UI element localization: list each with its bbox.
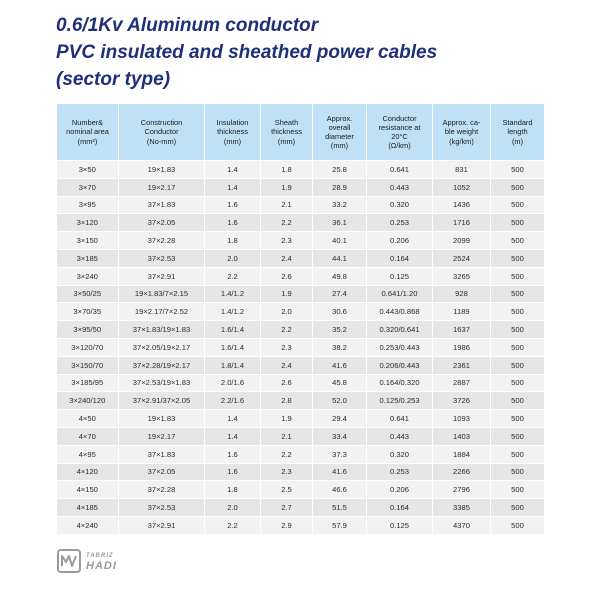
table-row [57,410,545,428]
table-header-row [57,104,545,161]
table-cell-overall-diameter: 45.8 [313,374,367,392]
table-cell-insulation-thickness: 1.6/1.4 [205,321,261,339]
table-cell-overall-diameter: 57.9 [313,516,367,534]
table-cell-sheath-thickness: 2.6 [261,374,313,392]
table-cell-construction-conductor: 37×2.53/19×1.83 [119,374,205,392]
column-header-line: Number& [71,118,104,128]
table-cell-standard-length: 500 [491,321,545,339]
table-cell-standard-length: 500 [491,196,545,214]
column-header-line: (mm) [223,136,242,146]
table-cell-number-nominal-area: 3×185 [57,249,119,267]
table-cell-construction-conductor: 37×2.05/19×2.17 [119,338,205,356]
table-cell-sheath-thickness: 2.8 [261,392,313,410]
table-cell-conductor-resistance: 0.253 [367,214,433,232]
table-cell-standard-length: 500 [491,410,545,428]
table-cell-overall-diameter: 25.8 [313,161,367,179]
table-cell-conductor-resistance: 0.125 [367,267,433,285]
table-row [57,445,545,463]
table-cell-insulation-thickness: 1.6 [205,214,261,232]
column-header-line: diameter [325,132,354,141]
table-cell-overall-diameter: 33.2 [313,196,367,214]
column-header-line: Approx. ca- [442,118,481,128]
column-header-line: overall [328,122,351,132]
column-header-line: ble weight [444,127,479,137]
table-cell-insulation-thickness: 1.4/1.2 [205,303,261,321]
table-cell-standard-length: 500 [491,356,545,374]
table-cell-cable-weight: 1436 [433,196,491,214]
column-header-line: nominal area [66,127,109,137]
table-cell-sheath-thickness: 2.3 [261,338,313,356]
company-logo [56,548,117,574]
table-row [57,196,545,214]
table-cell-insulation-thickness: 2.2/1.6 [205,392,261,410]
table-cell-number-nominal-area: 4×95 [57,445,119,463]
table-cell-conductor-resistance: 0.125 [367,516,433,534]
title-line-1: 0.6/1Kv Aluminum conductor [56,15,319,36]
table-cell-overall-diameter: 41.6 [313,463,367,481]
table-cell-conductor-resistance: 0.125/0.253 [367,392,433,410]
table-cell-standard-length: 500 [491,249,545,267]
table-cell-insulation-thickness: 2.0 [205,499,261,517]
table-cell-insulation-thickness: 1.4 [205,427,261,445]
table-cell-conductor-resistance: 0.641 [367,161,433,179]
table-row [57,516,545,534]
table-cell-cable-weight: 1986 [433,338,491,356]
table-cell-insulation-thickness: 1.6 [205,445,261,463]
table-cell-insulation-thickness: 2.2 [205,516,261,534]
column-header-insulation-thickness [205,104,261,161]
column-header-line: (mm) [277,136,296,146]
table-row [57,338,545,356]
table-row [57,427,545,445]
table-cell-construction-conductor: 37×2.05 [119,214,205,232]
document-title [56,12,437,93]
table-cell-conductor-resistance: 0.206 [367,232,433,250]
table-cell-cable-weight: 2524 [433,249,491,267]
table-cell-cable-weight: 1716 [433,214,491,232]
column-header-line: (Ω/km) [388,141,411,151]
table-cell-conductor-resistance: 0.164 [367,499,433,517]
table-cell-standard-length: 500 [491,374,545,392]
column-header-line: (No-mm) [146,136,177,146]
column-header-line: Conductor [144,127,179,137]
table-row [57,285,545,303]
table-cell-number-nominal-area: 3×120/70 [57,338,119,356]
table-row [57,356,545,374]
table-cell-sheath-thickness: 2.6 [261,267,313,285]
table-cell-overall-diameter: 28.9 [313,178,367,196]
table-cell-insulation-thickness: 1.6 [205,196,261,214]
table-cell-cable-weight: 3385 [433,499,491,517]
table-cell-overall-diameter: 35.2 [313,321,367,339]
table-row [57,232,545,250]
title-line-2: PVC insulated and sheathed power cables [56,42,438,63]
column-header-cable-weight [433,104,491,161]
table-cell-cable-weight: 1093 [433,410,491,428]
table-cell-number-nominal-area: 3×95 [57,196,119,214]
table-cell-overall-diameter: 52.0 [313,392,367,410]
table-cell-sheath-thickness: 1.9 [261,178,313,196]
table-row [57,178,545,196]
table-cell-conductor-resistance: 0.253/0.443 [367,338,433,356]
table-cell-insulation-thickness: 1.6/1.4 [205,338,261,356]
cable-spec-table-container [56,103,544,535]
column-header-line: (m) [511,136,524,146]
table-cell-insulation-thickness: 2.2 [205,267,261,285]
table-cell-cable-weight: 831 [433,161,491,179]
table-cell-insulation-thickness: 1.8 [205,232,261,250]
column-header-number-nominal-area [57,104,119,161]
table-cell-number-nominal-area: 4×120 [57,463,119,481]
column-header-line: (mm²) [77,136,98,146]
column-header-line: Standard [502,118,533,128]
table-cell-construction-conductor: 37×2.53 [119,249,205,267]
table-cell-standard-length: 500 [491,161,545,179]
column-header-line: Sheath [274,118,299,128]
column-header-line: length [507,127,528,137]
table-cell-sheath-thickness: 2.2 [261,445,313,463]
table-cell-conductor-resistance: 0.443 [367,178,433,196]
table-cell-insulation-thickness: 1.8 [205,481,261,499]
table-cell-construction-conductor: 37×1.83 [119,445,205,463]
table-cell-number-nominal-area: 4×70 [57,427,119,445]
table-row [57,303,545,321]
logo-small-text: TABRIZ [86,553,114,559]
table-cell-number-nominal-area: 4×150 [57,481,119,499]
table-cell-cable-weight: 2887 [433,374,491,392]
table-row [57,214,545,232]
column-header-construction-conductor [119,104,205,161]
table-row [57,499,545,517]
table-cell-overall-diameter: 51.5 [313,499,367,517]
table-cell-number-nominal-area: 3×240 [57,267,119,285]
table-cell-sheath-thickness: 2.4 [261,356,313,374]
table-cell-number-nominal-area: 3×95/50 [57,321,119,339]
column-header-conductor-resistance [367,104,433,161]
table-cell-insulation-thickness: 1.8/1.4 [205,356,261,374]
table-cell-insulation-thickness: 2.0 [205,249,261,267]
column-header-line: (mm) [330,141,349,151]
table-cell-sheath-thickness: 1.9 [261,285,313,303]
table-cell-insulation-thickness: 1.4 [205,178,261,196]
table-cell-overall-diameter: 38.2 [313,338,367,356]
table-cell-standard-length: 500 [491,267,545,285]
table-cell-construction-conductor: 37×2.28/19×2.17 [119,356,205,374]
column-header-line: Construction [140,118,183,128]
table-cell-cable-weight: 2099 [433,232,491,250]
table-cell-cable-weight: 1884 [433,445,491,463]
table-cell-sheath-thickness: 2.7 [261,499,313,517]
table-cell-sheath-thickness: 2.4 [261,249,313,267]
column-header-line: Approx. [326,113,353,123]
table-cell-cable-weight: 3265 [433,267,491,285]
table-cell-number-nominal-area: 3×120 [57,214,119,232]
table-cell-standard-length: 500 [491,481,545,499]
table-cell-standard-length: 500 [491,463,545,481]
table-cell-number-nominal-area: 4×185 [57,499,119,517]
table-cell-standard-length: 500 [491,214,545,232]
table-cell-conductor-resistance: 0.206 [367,481,433,499]
table-cell-construction-conductor: 37×1.83 [119,196,205,214]
table-row [57,463,545,481]
table-cell-construction-conductor: 37×1.83/19×1.83 [119,321,205,339]
title-line-3: (sector type) [56,69,171,90]
table-cell-number-nominal-area: 3×150 [57,232,119,250]
table-cell-overall-diameter: 44.1 [313,249,367,267]
table-cell-construction-conductor: 37×2.91/37×2.05 [119,392,205,410]
table-cell-sheath-thickness: 2.2 [261,214,313,232]
column-header-line: Insulation [216,118,249,128]
table-cell-standard-length: 500 [491,303,545,321]
table-cell-cable-weight: 3726 [433,392,491,410]
table-row [57,392,545,410]
table-cell-number-nominal-area: 3×70 [57,178,119,196]
table-cell-sheath-thickness: 2.9 [261,516,313,534]
table-cell-sheath-thickness: 2.1 [261,196,313,214]
table-cell-conductor-resistance: 0.443/0.868 [367,303,433,321]
table-cell-construction-conductor: 19×1.83 [119,161,205,179]
table-cell-construction-conductor: 19×1.83/7×2.15 [119,285,205,303]
table-cell-sheath-thickness: 1.8 [261,161,313,179]
table-row [57,321,545,339]
table-cell-construction-conductor: 37×2.91 [119,267,205,285]
table-row [57,267,545,285]
table-cell-overall-diameter: 36.1 [313,214,367,232]
table-cell-sheath-thickness: 2.1 [261,427,313,445]
logo-wordmark [86,551,117,571]
table-row [57,481,545,499]
table-cell-construction-conductor: 37×2.53 [119,499,205,517]
logo-big-text: HADI [86,560,117,572]
table-cell-conductor-resistance: 0.164/0.320 [367,374,433,392]
table-cell-number-nominal-area: 3×240/120 [57,392,119,410]
table-body [57,161,545,535]
table-cell-overall-diameter: 27.4 [313,285,367,303]
table-cell-sheath-thickness: 2.2 [261,321,313,339]
table-cell-cable-weight: 2361 [433,356,491,374]
table-cell-number-nominal-area: 4×50 [57,410,119,428]
column-header-line: (kg/km) [449,136,474,146]
table-cell-cable-weight: 4370 [433,516,491,534]
table-cell-cable-weight: 928 [433,285,491,303]
table-cell-conductor-resistance: 0.320/0.641 [367,321,433,339]
table-cell-overall-diameter: 33.4 [313,427,367,445]
table-cell-standard-length: 500 [491,285,545,303]
column-header-sheath-thickness [261,104,313,161]
table-cell-standard-length: 500 [491,427,545,445]
table-cell-construction-conductor: 37×2.91 [119,516,205,534]
column-header-overall-diameter [313,104,367,161]
column-header-standard-length [491,104,545,161]
table-cell-construction-conductor: 19×2.17/7×2.52 [119,303,205,321]
table-cell-overall-diameter: 37.3 [313,445,367,463]
table-cell-standard-length: 500 [491,232,545,250]
table-cell-number-nominal-area: 3×50/25 [57,285,119,303]
table-cell-conductor-resistance: 0.641/1.20 [367,285,433,303]
table-cell-cable-weight: 1052 [433,178,491,196]
table-cell-overall-diameter: 29.4 [313,410,367,428]
table-cell-cable-weight: 2266 [433,463,491,481]
table-cell-overall-diameter: 40.1 [313,232,367,250]
table-cell-standard-length: 500 [491,338,545,356]
table-cell-insulation-thickness: 2.0/1.6 [205,374,261,392]
column-header-line: resistance at [378,122,421,132]
column-header-line: Conductor [382,113,417,123]
column-header-line: 20°C [391,132,408,141]
table-cell-number-nominal-area: 3×50 [57,161,119,179]
table-cell-overall-diameter: 30.6 [313,303,367,321]
table-cell-conductor-resistance: 0.253 [367,463,433,481]
table-cell-conductor-resistance: 0.320 [367,445,433,463]
table-cell-cable-weight: 2796 [433,481,491,499]
table-cell-sheath-thickness: 2.5 [261,481,313,499]
table-cell-overall-diameter: 46.6 [313,481,367,499]
table-row [57,249,545,267]
table-cell-insulation-thickness: 1.4 [205,410,261,428]
table-cell-standard-length: 500 [491,516,545,534]
table-cell-conductor-resistance: 0.320 [367,196,433,214]
table-cell-sheath-thickness: 1.9 [261,410,313,428]
table-cell-insulation-thickness: 1.6 [205,463,261,481]
table-cell-standard-length: 500 [491,392,545,410]
table-cell-conductor-resistance: 0.443 [367,427,433,445]
table-row [57,161,545,179]
table-cell-sheath-thickness: 2.0 [261,303,313,321]
table-cell-number-nominal-area: 3×185/95 [57,374,119,392]
table-cell-number-nominal-area: 3×70/35 [57,303,119,321]
table-cell-insulation-thickness: 1.4/1.2 [205,285,261,303]
table-cell-cable-weight: 1189 [433,303,491,321]
column-header-line: thickness [271,127,302,137]
table-cell-sheath-thickness: 2.3 [261,463,313,481]
table-cell-conductor-resistance: 0.641 [367,410,433,428]
table-cell-overall-diameter: 49.8 [313,267,367,285]
table-cell-overall-diameter: 41.6 [313,356,367,374]
table-cell-number-nominal-area: 3×150/70 [57,356,119,374]
table-cell-cable-weight: 1637 [433,321,491,339]
column-header-line: thickness [217,127,248,137]
cable-spec-table [56,103,545,535]
table-cell-construction-conductor: 37×2.05 [119,463,205,481]
table-cell-standard-length: 500 [491,178,545,196]
table-cell-conductor-resistance: 0.206/0.443 [367,356,433,374]
table-cell-construction-conductor: 37×2.28 [119,232,205,250]
tabriz-hadi-logo-icon [56,548,82,574]
table-cell-conductor-resistance: 0.164 [367,249,433,267]
table-cell-cable-weight: 1403 [433,427,491,445]
table-cell-standard-length: 500 [491,499,545,517]
table-cell-sheath-thickness: 2.3 [261,232,313,250]
table-cell-standard-length: 500 [491,445,545,463]
table-cell-construction-conductor: 37×2.28 [119,481,205,499]
table-cell-construction-conductor: 19×2.17 [119,178,205,196]
table-cell-construction-conductor: 19×1.83 [119,410,205,428]
table-cell-construction-conductor: 19×2.17 [119,427,205,445]
table-cell-number-nominal-area: 4×240 [57,516,119,534]
table-cell-insulation-thickness: 1.4 [205,161,261,179]
table-row [57,374,545,392]
